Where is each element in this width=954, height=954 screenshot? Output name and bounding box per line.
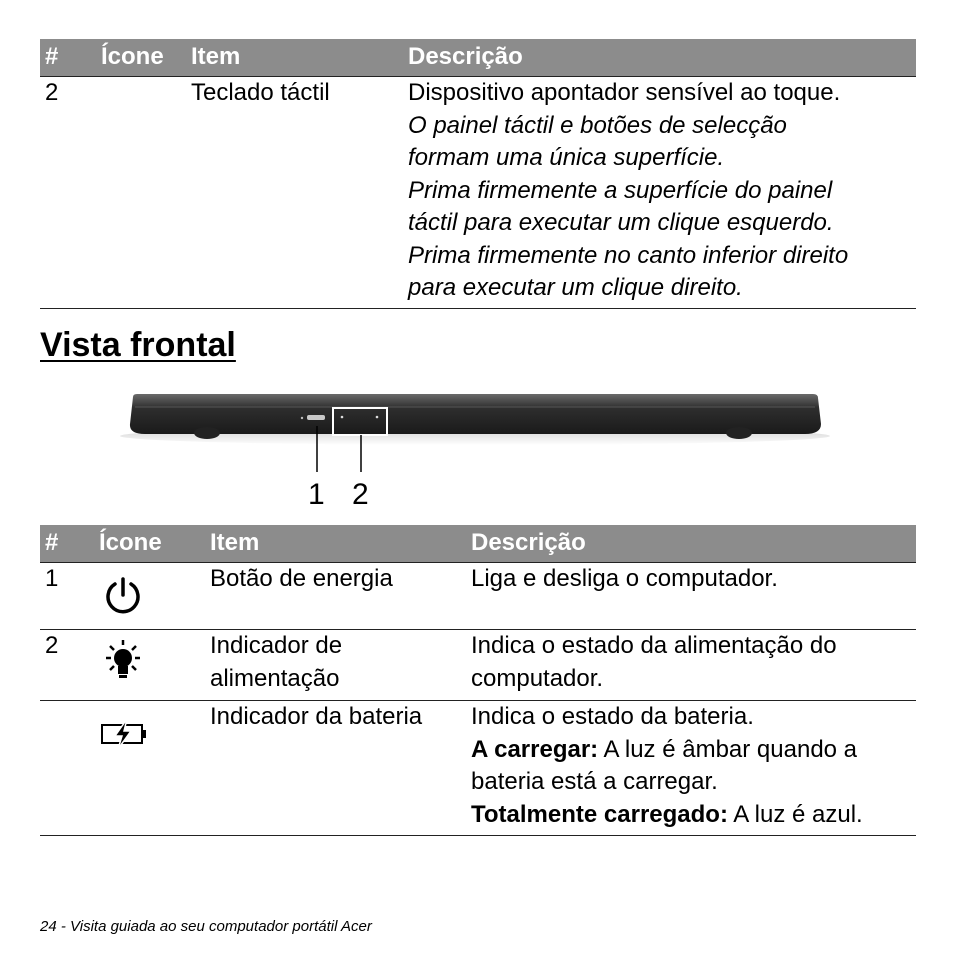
header-icon: Ícone xyxy=(99,529,162,556)
row-desc xyxy=(471,630,837,695)
desc-italic-line: para executar um clique direito. xyxy=(408,274,743,301)
callout-2: 2 xyxy=(352,478,369,511)
header-desc: Descrição xyxy=(408,43,523,70)
header-item: Item xyxy=(191,43,241,70)
front-view-table xyxy=(40,525,916,836)
full-line xyxy=(471,799,916,832)
row-num: 2 xyxy=(45,632,59,659)
full-text: A luz é azul. xyxy=(727,800,863,828)
header-desc: Descrição xyxy=(471,529,586,556)
header-icon: Ícone xyxy=(101,43,164,70)
row-item: Botão de energia xyxy=(210,565,393,592)
section-title: Vista frontal xyxy=(40,326,236,364)
full-label: Totalmente carregado: xyxy=(471,800,728,828)
table-row xyxy=(40,563,916,630)
desc-line: computador. xyxy=(471,664,604,692)
row-num: 1 xyxy=(45,565,59,592)
table-row xyxy=(40,630,916,701)
desc-italic-line: Prima firmemente a superfície do painel xyxy=(408,176,833,204)
desc-italic-line: Prima firmemente no canto inferior direito xyxy=(408,241,849,269)
power-indicator-icon xyxy=(100,638,146,689)
row-desc: Liga e desliga o computador. xyxy=(471,565,778,592)
desc-line: Indica o estado da alimentação do xyxy=(471,632,837,659)
header-num: # xyxy=(45,43,59,70)
header-item: Item xyxy=(210,529,260,556)
desc-main: Dispositivo apontador sensível ao toque. xyxy=(408,79,841,106)
callout-1: 1 xyxy=(308,478,325,511)
row-item xyxy=(210,630,342,695)
desc-line: Indica o estado da bateria. xyxy=(471,703,754,730)
battery-charging-icon xyxy=(100,719,148,754)
row-item: Indicador da bateria xyxy=(210,703,423,730)
charging-label: A carregar: xyxy=(471,735,599,763)
charging-text: A luz é âmbar quando a xyxy=(598,735,858,763)
item-line: alimentação xyxy=(210,664,340,692)
table-row xyxy=(40,701,916,836)
charging-text-2: bateria está a carregar. xyxy=(471,768,718,795)
row-num: 2 xyxy=(45,79,59,106)
desc-italic-line: O painel táctil e botões de selecção xyxy=(408,111,787,139)
row-item: Teclado táctil xyxy=(191,79,330,106)
table-header xyxy=(40,525,916,563)
power-icon xyxy=(102,575,144,622)
desc-italic-line: táctil para executar um clique esquerdo. xyxy=(408,209,834,236)
desc-italic-line: formam uma única superfície. xyxy=(408,144,725,171)
page-footer: 24 - Visita guiada ao seu computador portátil Acer xyxy=(40,918,372,935)
row-desc xyxy=(471,701,916,831)
charging-line xyxy=(471,734,916,767)
header-num: # xyxy=(45,529,59,556)
item-line: Indicador de xyxy=(210,632,343,659)
